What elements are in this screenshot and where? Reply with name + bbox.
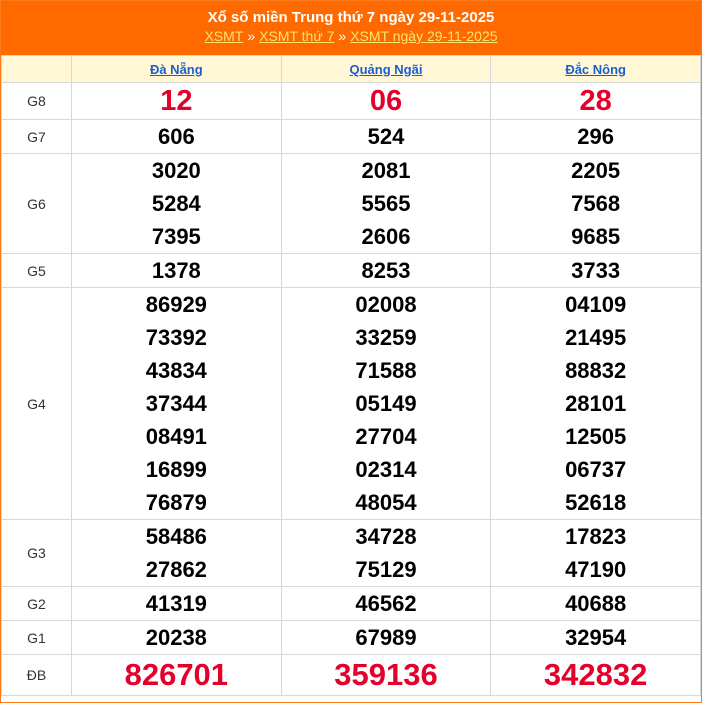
result-number: 88832 [565, 358, 627, 383]
prize-row [2, 655, 701, 696]
prize-label: G7 [2, 120, 72, 154]
province-link[interactable]: Quảng Ngãi [349, 61, 423, 77]
result-cell [72, 520, 282, 587]
result-number: 8253 [361, 258, 411, 283]
result-number: 12505 [565, 424, 627, 449]
result-number: 27862 [145, 557, 207, 582]
province-link[interactable]: Đà Nẵng [149, 61, 203, 77]
result-number: 71588 [355, 358, 417, 383]
result-number: 3733 [571, 258, 621, 283]
result-cell [491, 288, 701, 520]
breadcrumb-xsmt-thu7-link[interactable]: XSMT thứ 7 [259, 28, 335, 44]
result-cell [72, 154, 282, 254]
result-cell [72, 120, 282, 154]
result-number: 826701 [124, 657, 229, 692]
prize-row [2, 154, 701, 254]
result-number: 34728 [355, 524, 417, 549]
result-cell [281, 254, 491, 288]
result-number: 17823 [565, 524, 627, 549]
result-cell [72, 655, 282, 696]
result-number: 06 [369, 85, 403, 117]
result-cell [491, 83, 701, 120]
result-number: 16899 [145, 457, 207, 482]
result-number: 7395 [151, 224, 201, 249]
result-cell [72, 254, 282, 288]
page-title: Xổ số miền Trung thứ 7 ngày 29-11-2025 [207, 9, 495, 26]
prize-label: G1 [2, 621, 72, 655]
result-cell [281, 288, 491, 520]
result-number: 2606 [361, 224, 411, 249]
results-header [1, 1, 701, 55]
result-number: 524 [367, 124, 405, 149]
result-number: 06737 [565, 457, 627, 482]
result-number: 86929 [145, 292, 207, 317]
result-number: 48054 [355, 490, 417, 515]
result-cell [281, 520, 491, 587]
result-number: 296 [577, 124, 615, 149]
result-number: 33259 [355, 325, 417, 350]
result-number: 41319 [145, 591, 207, 616]
result-number: 606 [157, 124, 195, 149]
result-cell [281, 621, 491, 655]
result-cell [72, 587, 282, 621]
result-number: 52618 [565, 490, 627, 515]
result-number: 32954 [565, 625, 627, 650]
result-number: 5284 [151, 191, 201, 216]
result-cell [281, 587, 491, 621]
prize-column-header [2, 56, 72, 83]
prize-label: G8 [2, 83, 72, 120]
result-number: 47190 [565, 557, 627, 582]
result-number: 67989 [355, 625, 417, 650]
prize-label: G5 [2, 254, 72, 288]
result-number: 2205 [571, 158, 621, 183]
result-cell [281, 83, 491, 120]
result-number: 40688 [565, 591, 627, 616]
breadcrumb-separator: » [338, 28, 347, 44]
prize-label: G3 [2, 520, 72, 587]
result-number: 20238 [145, 625, 207, 650]
prize-label: G2 [2, 587, 72, 621]
result-number: 02314 [355, 457, 417, 482]
prize-row [2, 83, 701, 120]
result-number: 21495 [565, 325, 627, 350]
province-header-row [2, 56, 701, 83]
result-number: 359136 [334, 657, 438, 692]
breadcrumb-separator: » [247, 28, 256, 44]
result-number: 7568 [571, 191, 621, 216]
result-cell [281, 154, 491, 254]
prize-row [2, 254, 701, 288]
prize-label: G6 [2, 154, 72, 254]
results-body [2, 83, 701, 696]
result-cell [72, 288, 282, 520]
result-number: 9685 [571, 224, 621, 249]
result-cell [281, 655, 491, 696]
result-cell [72, 83, 282, 120]
results-table [1, 55, 701, 696]
result-cell [491, 120, 701, 154]
result-number: 342832 [543, 657, 648, 692]
prize-row [2, 120, 701, 154]
result-number: 08491 [145, 424, 207, 449]
prize-row [2, 288, 701, 520]
result-number: 02008 [355, 292, 417, 317]
result-number: 3020 [151, 158, 201, 183]
result-number: 46562 [355, 591, 417, 616]
breadcrumb-xsmt-link[interactable]: XSMT [204, 28, 244, 44]
result-number: 04109 [565, 292, 627, 317]
prize-row [2, 520, 701, 587]
result-number: 28 [579, 85, 612, 117]
province-header[interactable] [281, 56, 491, 83]
result-cell [491, 520, 701, 587]
result-number: 58486 [145, 524, 207, 549]
breadcrumb-xsmt-date-link[interactable]: XSMT ngày 29-11-2025 [350, 28, 498, 44]
province-header[interactable] [72, 56, 282, 83]
result-cell [491, 621, 701, 655]
result-number: 1378 [151, 258, 201, 283]
result-number: 75129 [355, 557, 417, 582]
result-number: 5565 [361, 191, 411, 216]
province-link[interactable]: Đắc Nông [565, 61, 626, 77]
result-number: 12 [160, 85, 193, 117]
result-cell [491, 655, 701, 696]
prize-row [2, 621, 701, 655]
result-cell [491, 587, 701, 621]
province-header[interactable] [491, 56, 701, 83]
result-number: 28101 [565, 391, 627, 416]
result-number: 43834 [145, 358, 207, 383]
result-cell [491, 254, 701, 288]
result-cell [281, 120, 491, 154]
result-number: 73392 [145, 325, 207, 350]
prize-label: ĐB [2, 655, 72, 696]
result-number: 27704 [355, 424, 417, 449]
result-number: 2081 [361, 158, 411, 183]
result-cell [491, 154, 701, 254]
result-number: 76879 [145, 490, 207, 515]
result-cell [72, 621, 282, 655]
breadcrumb [1, 27, 701, 45]
prize-row [2, 587, 701, 621]
result-number: 37344 [145, 391, 207, 416]
result-number: 05149 [355, 391, 417, 416]
prize-label: G4 [2, 288, 72, 520]
